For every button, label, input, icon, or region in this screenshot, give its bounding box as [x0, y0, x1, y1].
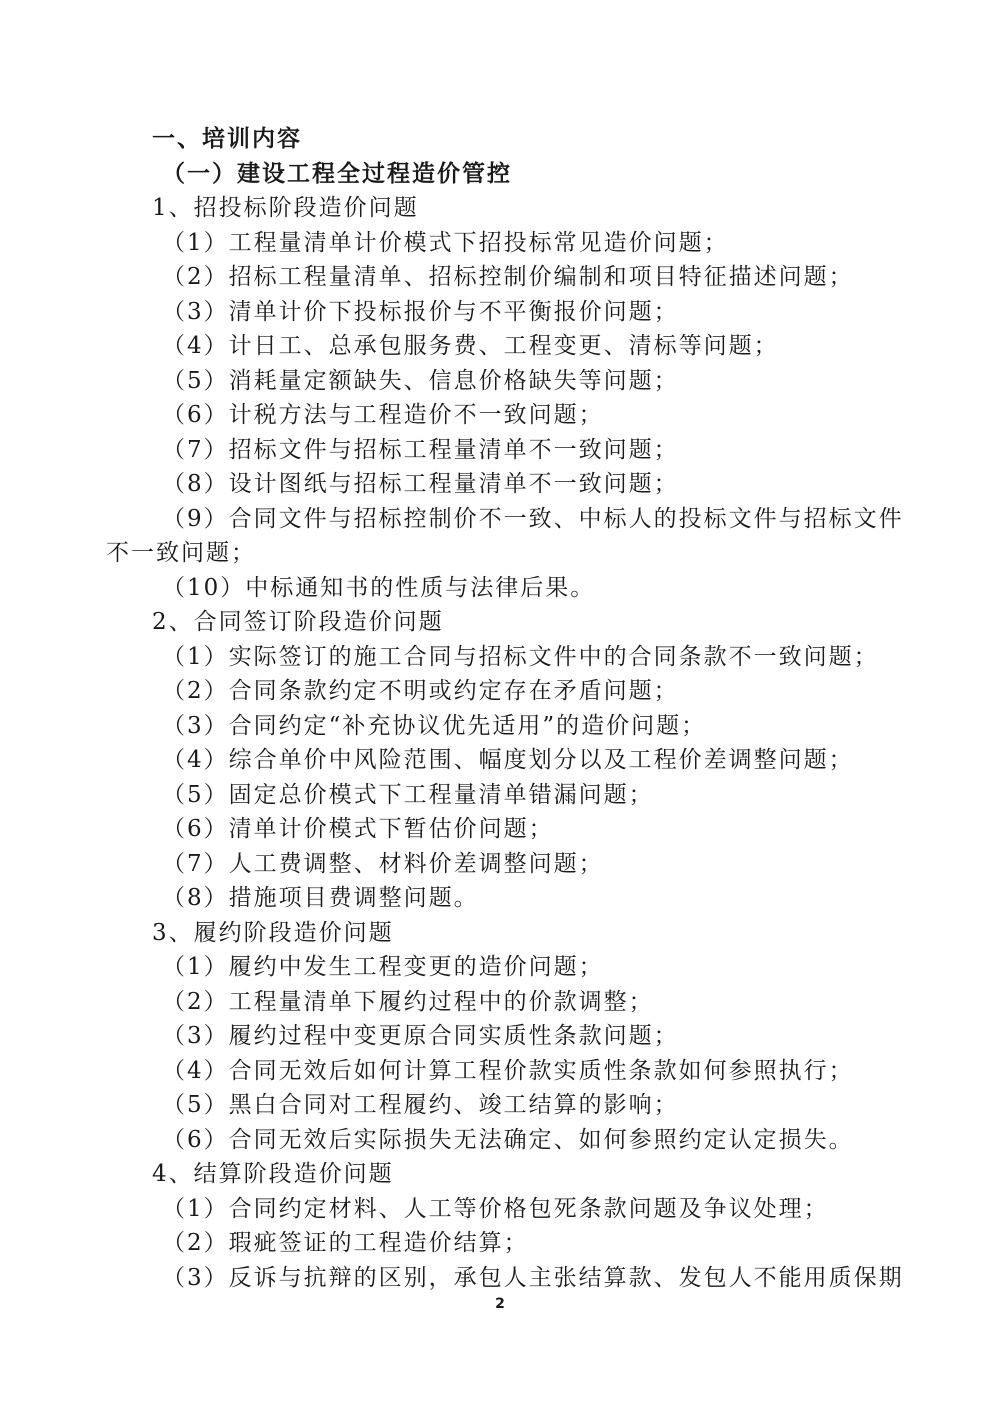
list-item: （3）反诉与抗辩的区别，承包人主张结算款、发包人不能用质保期	[162, 1264, 904, 1291]
list-item: （3）清单计价下投标报价与不平衡报价问题；	[162, 298, 679, 325]
list-item: （1）工程量清单计价模式下招投标常见造价问题；	[162, 229, 729, 256]
list-item: （5）消耗量定额缺失、信息价格缺失等问题；	[162, 367, 679, 394]
list-item: （7）人工费调整、材料价差调整问题；	[162, 850, 604, 877]
subsection-heading: （一）建设工程全过程造价管控	[162, 159, 512, 187]
list-item: （1）实际签订的施工合同与招标文件中的合同条款不一致问题；	[162, 643, 879, 670]
list-item: （6）清单计价模式下暂估价问题；	[162, 816, 554, 842]
list-item: （3）合同约定“补充协议优先适用”的造价问题；	[162, 712, 707, 739]
list-item: （7）招标文件与招标工程量清单不一致问题；	[162, 436, 679, 463]
section-heading: 一、培训内容	[152, 125, 302, 152]
list-item: （4）计日工、总承包服务费、工程变更、清标等问题；	[162, 333, 779, 359]
list-item: （6）合同无效后实际损失无法确定、如何参照约定认定损失。	[162, 1126, 854, 1153]
list-item: （2）工程量清单下履约过程中的价款调整；	[162, 988, 654, 1015]
list-item: （5）固定总价模式下工程量清单错漏问题；	[162, 781, 654, 808]
stage-title: 2、合同签订阶段造价问题	[152, 609, 444, 635]
list-item: （3）履约过程中变更原合同实质性条款问题；	[162, 1023, 679, 1049]
list-item: （1）合同约定材料、人工等价格包死条款问题及争议处理；	[162, 1195, 829, 1222]
list-item: （5）黑白合同对工程履约、竣工结算的影响；	[162, 1092, 679, 1118]
document-body	[106, 122, 906, 1295]
list-item-continuation: 不一致问题；	[106, 540, 256, 566]
stage-title: 1、招投标阶段造价问题	[152, 195, 419, 221]
stage-title: 4、结算阶段造价问题	[152, 1161, 394, 1187]
list-item: （4）合同无效后如何计算工程价款实质性条款如何参照执行；	[162, 1057, 854, 1084]
list-item: （8）设计图纸与招标工程量清单不一致问题；	[162, 471, 679, 497]
list-item: （9）合同文件与招标控制价不一致、中标人的投标文件与招标文件	[162, 505, 904, 532]
list-item: （2）招标工程量清单、招标控制价编制和项目特征描述问题；	[162, 264, 854, 290]
list-item: （1）履约中发生工程变更的造价问题；	[162, 954, 604, 980]
list-item: （4）综合单价中风险范围、幅度划分以及工程价差调整问题；	[162, 747, 854, 773]
stage-title: 3、履约阶段造价问题	[152, 919, 394, 946]
list-item: （2）瑕疵签证的工程造价结算；	[162, 1230, 529, 1256]
list-item: （10）中标通知书的性质与法律后果。	[162, 574, 596, 601]
page-number: 2	[495, 1296, 505, 1312]
list-item: （2）合同条款约定不明或约定存在矛盾问题；	[162, 678, 679, 704]
list-item: （8）措施项目费调整问题。	[162, 885, 479, 911]
list-item: （6）计税方法与工程造价不一致问题；	[162, 402, 604, 428]
